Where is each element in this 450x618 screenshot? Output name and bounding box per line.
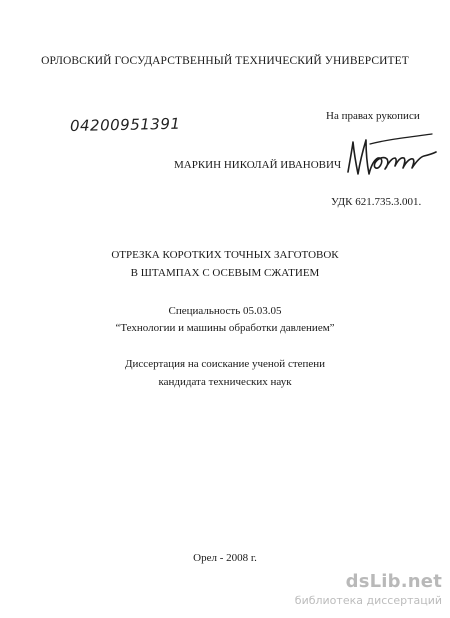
university-name: ОРЛОВСКИЙ ГОСУДАРСТВЕННЫЙ ТЕХНИЧЕСКИЙ УНИВЕРСИТЕТ	[41, 55, 409, 67]
handwritten-registration-number: 04200951391	[69, 114, 181, 135]
thesis-title-line-1: ОТРЕЗКА КОРОТКИХ ТОЧНЫХ ЗАГОТОВОК	[111, 249, 339, 261]
signature-icon	[340, 132, 438, 186]
watermark-logo: dsLib.net	[345, 571, 442, 592]
thesis-title-line-2: В ШТАМПАХ С ОСЕВЫМ СЖАТИЕМ	[130, 267, 320, 279]
watermark-subtitle: библиотека диссертаций	[294, 594, 442, 607]
specialty-name: “Технологии и машины обработки давлением”	[115, 322, 335, 334]
watermark	[290, 571, 450, 618]
degree-statement-line-1: Диссертация на соискание ученой степени	[124, 358, 326, 370]
degree-statement-line-2: кандидата технических наук	[158, 376, 292, 388]
city-year: Орел - 2008 г.	[193, 552, 257, 564]
specialty-code: Специальность 05.03.05	[168, 305, 282, 317]
author-name: МАРКИН НИКОЛАЙ ИВАНОВИЧ	[174, 159, 342, 171]
manuscript-rights-note: На правах рукописи	[326, 110, 420, 122]
udk-code: УДК 621.735.3.001.	[331, 196, 422, 208]
